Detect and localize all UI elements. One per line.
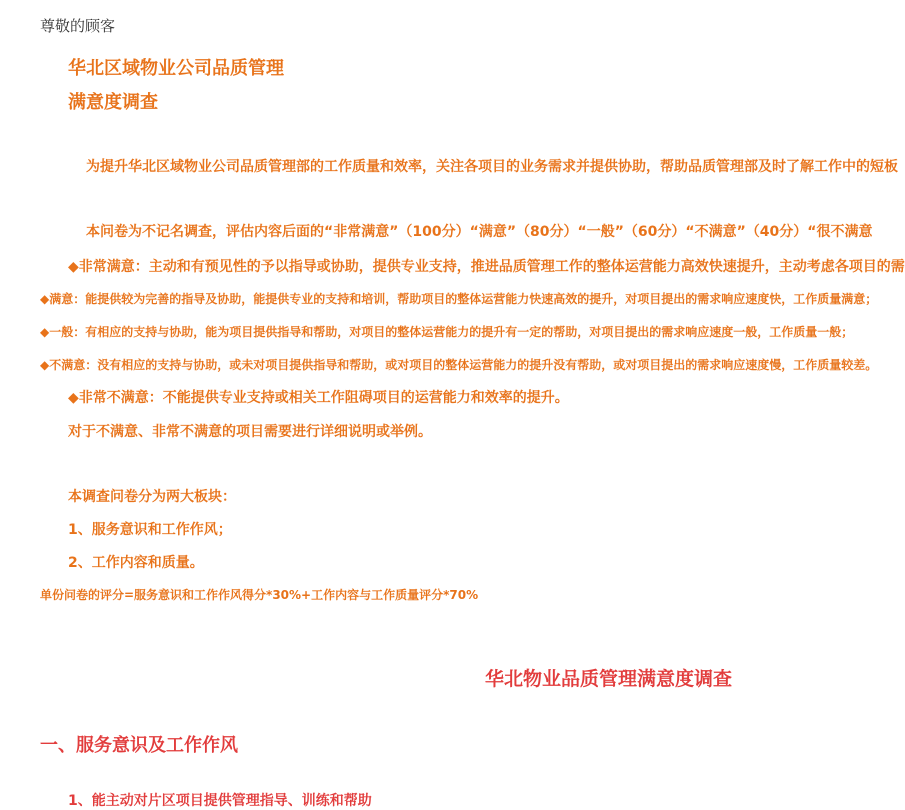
section-item-2: 2、工作内容和质量。 <box>68 555 204 571</box>
sections-intro: 本调查问卷分为两大板块： <box>68 489 236 505</box>
header-title-line2: 满意度调查 <box>68 92 158 113</box>
rating-satisfied: ◆满意：能提供较为完善的指导及协助，能提供专业的支持和培训，帮助项目的整体运营能力快速高效的提升，对项目提出的需求响应速度快，工作质量满意； <box>40 292 878 306</box>
survey-title: 华北物业品质管理满意度调查 <box>485 668 733 690</box>
section-one-title: 一、服务意识及工作作风 <box>40 735 238 756</box>
rating-average: ◆一般：有相应的支持与协助，能为项目提供指导和帮助，对项目的整体运营能力的提升有一定的帮助，对项目提出的需求响应速度一般，工作质量一般； <box>40 325 854 339</box>
section-item-1: 1、服务意识和工作作风； <box>68 522 232 538</box>
header-title-line1: 华北区域物业公司品质管理 <box>68 58 284 79</box>
intro-purpose-paragraph: 为提升华北区域物业公司品质管理部的工作质量和效率，关注各项目的业务需求并提供协助，帮助品质管理部及时了解工作中的短板 <box>86 159 898 175</box>
intro-scoring-paragraph: 本问卷为不记名调查，评估内容后面的“非常满意”（100分）“满意”（80分）“一般”（60分）“不满意”（40分）“很不满意 <box>86 224 873 240</box>
rating-very-satisfied: ◆非常满意：主动和有预见性的予以指导或协助，提供专业支持，推进品质管理工作的整体运营能力高效快速提升，主动考虑各项目的需 <box>68 259 905 275</box>
detail-note: 对于不满意、非常不满意的项目需要进行详细说明或举例。 <box>68 424 432 440</box>
greeting: 尊敬的顾客 <box>40 17 116 35</box>
rating-unsatisfied: ◆不满意：没有相应的支持与协助，或未对项目提供指导和帮助，或对项目的整体运营能力的提升没有帮助，或对项目提出的需求响应速度慢，工作质量较差。 <box>40 358 878 372</box>
rating-very-unsatisfied: ◆非常不满意：不能提供专业支持或相关工作阻碍项目的运营能力和效率的提升。 <box>68 390 569 406</box>
cut-off-question: 1、能主动对片区项目提供管理指导、训练和帮助 <box>68 793 372 809</box>
scoring-formula: 单份问卷的评分=服务意识和工作作风得分*30%+工作内容与工作质量评分*70% <box>40 588 479 602</box>
